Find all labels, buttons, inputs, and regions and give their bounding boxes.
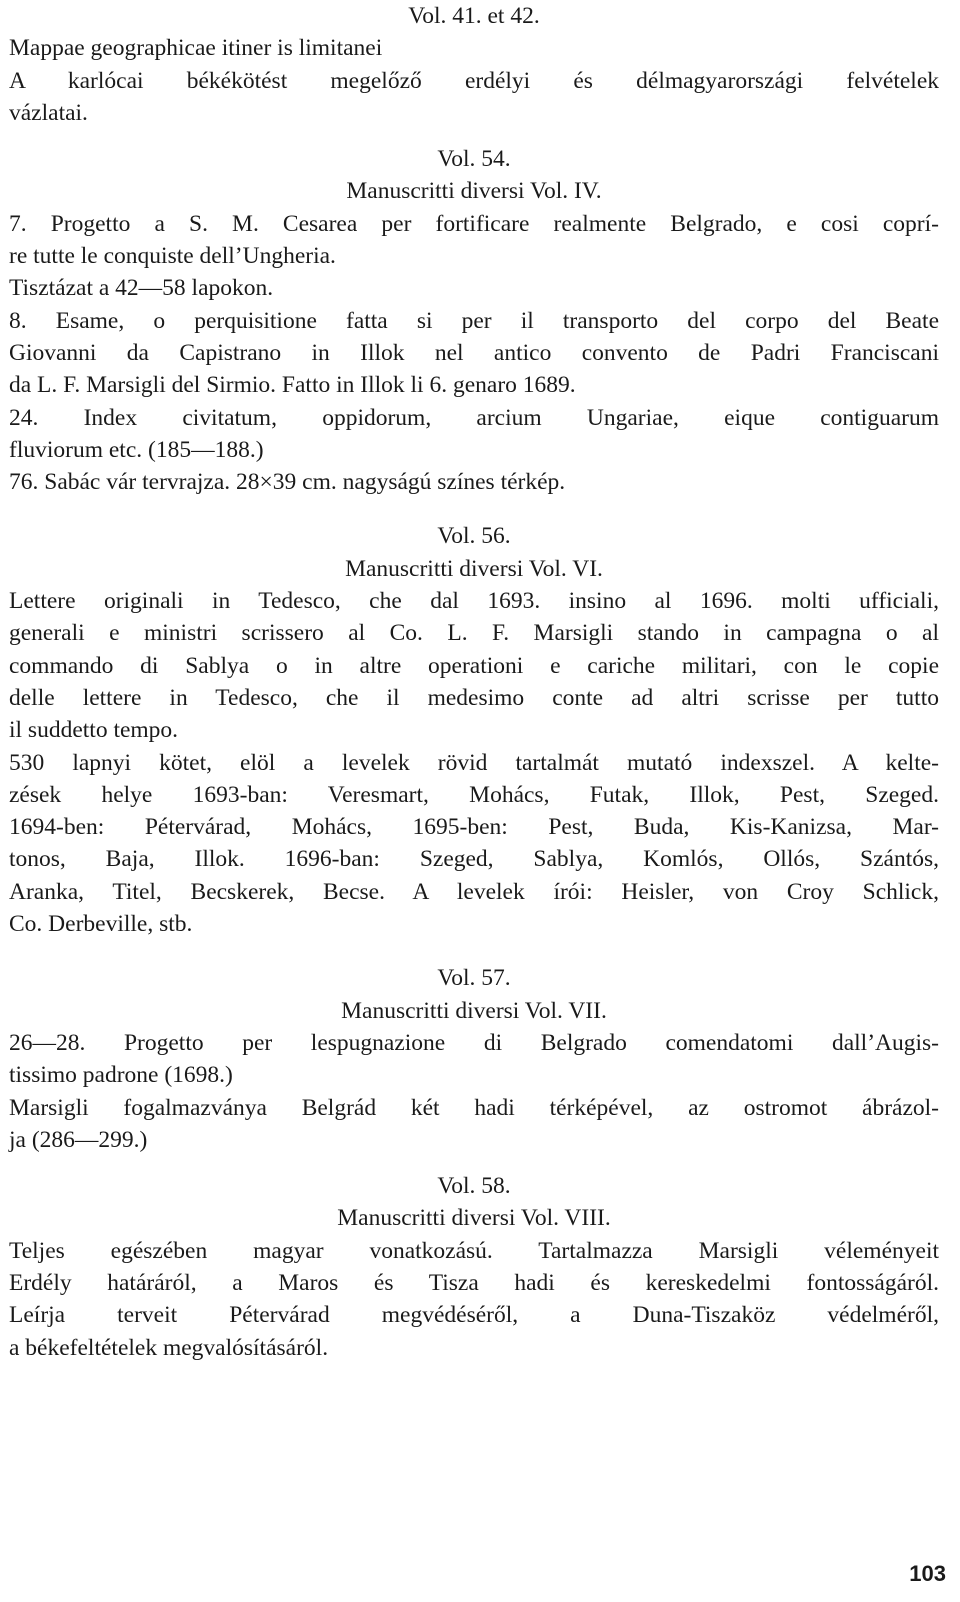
text-line: 8. Esame, o perquisitione fatta si per il transporto del corpo del Beate <box>9 307 939 334</box>
text-line: 26—28. Progetto per lespugnazione di Belgrado comendatomi dall’Augis- <box>9 1029 939 1056</box>
text-line: Giovanni da Capistrano in Illok nel antico convento de Padri Franciscani <box>9 339 939 366</box>
text-line: Lettere originali in Tedesco, che dal 1693. insino al 1696. molti ufficiali, <box>9 588 939 615</box>
text-line: vázlatai. <box>9 99 88 126</box>
section-heading: Vol. 58. <box>437 1173 511 1200</box>
text-line: Teljes egészében magyar vonatkozású. Tartalmazza Marsigli véleményeit <box>9 1237 939 1264</box>
text-line: A karlócai békékötést megelőző erdélyi és délmagyarországi felvételek <box>9 67 939 94</box>
text-line: tissimo padrone (1698.) <box>9 1062 233 1089</box>
section-subheading: Manuscritti diversi Vol. IV. <box>346 178 602 205</box>
text-line: 7. Progetto a S. M. Cesarea per fortificare realmente Belgrado, e cosi coprí- <box>9 210 939 237</box>
section-vol-54 <box>9 143 939 498</box>
section-heading: Vol. 54. <box>437 146 511 173</box>
text-line: generali e ministri scrissero al Co. L. F. Marsigli stando in campagna o al <box>9 620 939 647</box>
page-number: 103 <box>909 1561 946 1586</box>
text-line: re tutte le conquiste dell’Ungheria. <box>9 243 336 270</box>
section-subheading: Manuscritti diversi Vol. VIII. <box>337 1205 611 1232</box>
text-line: Leírja terveit Pétervárad megvédéséről, a Duna-Tiszaköz védelméről, <box>9 1302 939 1329</box>
text-line: delle lettere in Tedesco, che il medesimo conte ad altri scrisse per tutto <box>9 684 939 711</box>
section-subheading: Manuscritti diversi Vol. VI. <box>345 555 603 582</box>
text-line: a békefeltételek megvalósításáról. <box>9 1334 329 1361</box>
text-line: commando di Sablya o in altre operationi e cariche militari, con le copie <box>9 652 939 679</box>
text-line: da L. F. Marsigli del Sirmio. Fatto in Illok li 6. genaro 1689. <box>9 372 576 399</box>
text-line: Marsigli fogalmazványa Belgrád két hadi térképével, az ostromot ábrázol- <box>9 1094 939 1121</box>
text-line: ja (286—299.) <box>9 1126 148 1153</box>
section-heading: Vol. 57. <box>437 965 511 992</box>
section-vol-58 <box>9 1170 939 1364</box>
text-line: Mappae geographicae itiner is limitanei <box>9 35 383 62</box>
text-line: Tisztázat a 42—58 lapokon. <box>9 275 274 302</box>
section-vol-56 <box>9 520 939 940</box>
section-vol-41-42 <box>9 0 939 129</box>
section-subheading: Manuscritti diversi Vol. VII. <box>341 997 607 1024</box>
document-page <box>9 0 939 1364</box>
section-heading: Vol. 41. et 42. <box>408 3 540 29</box>
text-line: 1694-ben: Pétervárad, Mohács, 1695-ben: Pest, Buda, Kis-Kanizsa, Mar- <box>9 814 939 841</box>
text-line: 530 lapnyi kötet, elöl a levelek rövid tartalmát mutató indexszel. A kelte- <box>9 749 939 776</box>
text-line: Aranka, Titel, Becskerek, Becse. A levelek írói: Heisler, von Croy Schlick, <box>9 878 939 905</box>
text-line: zések helye 1693-ban: Veresmart, Mohács, Futak, Illok, Pest, Szeged. <box>9 781 939 808</box>
text-line: Erdély határáról, a Maros és Tisza hadi és kereskedelmi fontosságáról. <box>9 1269 939 1296</box>
text-line: fluviorum etc. (185—188.) <box>9 436 264 463</box>
text-line: Co. Derbeville, stb. <box>9 911 193 938</box>
text-line: 24. Index civitatum, oppidorum, arcium Ungariae, eique contiguarum <box>9 404 939 431</box>
text-line: 76. Sabác vár tervrajza. 28×39 cm. nagyságú színes térkép. <box>9 469 566 496</box>
section-vol-57 <box>9 962 939 1156</box>
text-line: il suddetto tempo. <box>9 717 179 744</box>
text-line: tonos, Baja, Illok. 1696-ban: Szeged, Sablya, Komlós, Ollós, Szántós, <box>9 846 939 873</box>
section-heading: Vol. 56. <box>437 523 511 550</box>
